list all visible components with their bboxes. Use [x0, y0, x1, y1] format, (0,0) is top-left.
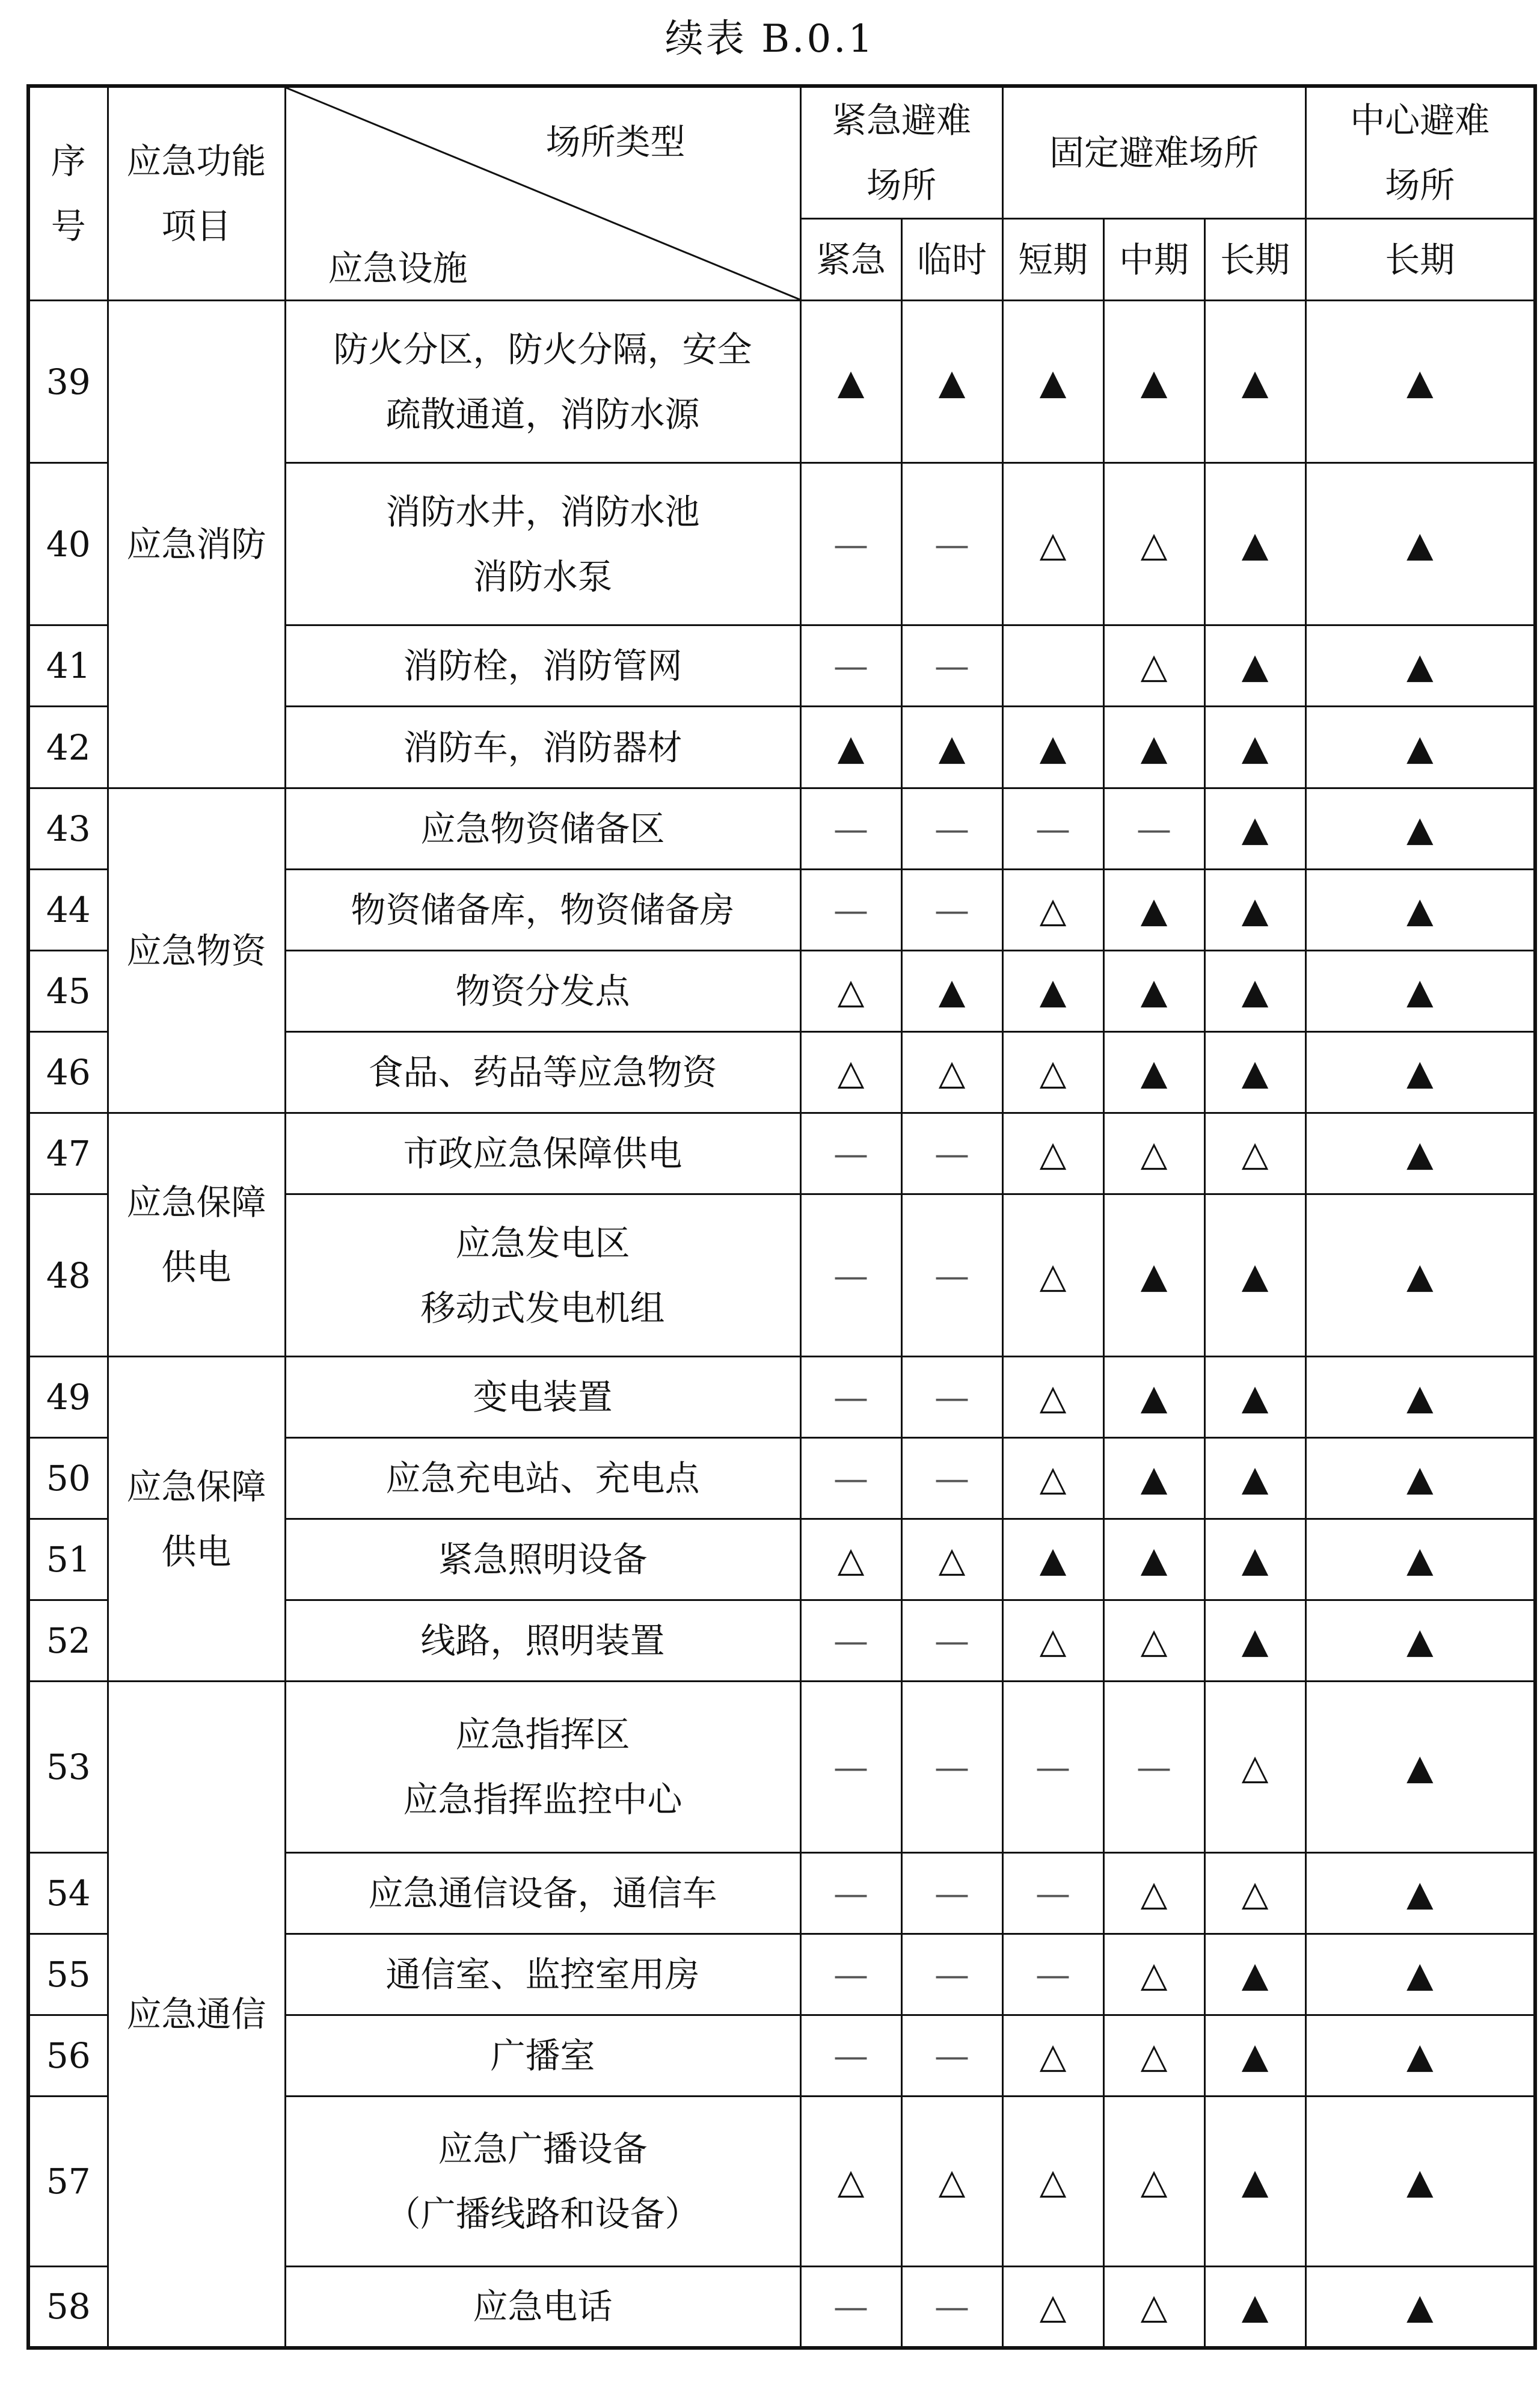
header-no — [28, 86, 108, 301]
header-no-line: 号 — [51, 206, 86, 247]
dash-mark: — — [901, 870, 1002, 951]
filled-triangle-icon: ▲ — [1002, 1519, 1103, 1600]
facility-cell — [285, 2015, 800, 2097]
filled-triangle-icon: ▲ — [1204, 301, 1305, 463]
facility-label: 防火分区，防火分隔，安全 — [333, 328, 752, 370]
filled-triangle-icon: ▲ — [1103, 951, 1204, 1032]
row-number: 54 — [28, 1853, 108, 1934]
filled-triangle-icon: ▲ — [1002, 707, 1103, 788]
facility-cell — [285, 1438, 800, 1519]
dash-mark: — — [901, 1682, 1002, 1853]
row-number: 44 — [28, 870, 108, 951]
header-function-line: 应急功能 — [126, 141, 266, 182]
filled-triangle-icon: ▲ — [1204, 1438, 1305, 1519]
filled-triangle-icon: ▲ — [1204, 2097, 1305, 2267]
facility-cell — [285, 1519, 800, 1600]
filled-triangle-icon: ▲ — [1305, 870, 1535, 951]
header-group-line: 场所 — [867, 165, 937, 206]
filled-triangle-icon: ▲ — [1305, 951, 1535, 1032]
filled-triangle-icon: ▲ — [1204, 1357, 1305, 1438]
facility-label: 应急指挥区 — [455, 1714, 630, 1755]
filled-triangle-icon: ▲ — [1204, 788, 1305, 870]
facility-cell — [285, 1682, 800, 1853]
filled-triangle-icon: ▲ — [1305, 1519, 1535, 1600]
facility-cell — [285, 1357, 800, 1438]
outline-triangle-icon: △ — [1103, 625, 1204, 707]
function-label: 供电 — [161, 1247, 232, 1288]
facility-label: （广播线路和设备） — [385, 2193, 700, 2234]
facility-label: 消防水泵 — [473, 556, 613, 597]
outline-triangle-icon: △ — [1103, 1113, 1204, 1194]
function-label: 应急保障 — [126, 1182, 266, 1223]
outline-triangle-icon: △ — [1103, 463, 1204, 625]
filled-triangle-icon: ▲ — [1204, 625, 1305, 707]
function-cell — [108, 1113, 285, 1357]
filled-triangle-icon: ▲ — [1305, 1853, 1535, 1934]
facility-label: 变电装置 — [473, 1377, 613, 1418]
function-cell — [108, 788, 285, 1113]
dash-mark: — — [800, 2267, 901, 2348]
facility-cell — [285, 463, 800, 625]
outline-triangle-icon: △ — [1002, 1113, 1103, 1194]
filled-triangle-icon: ▲ — [1305, 2097, 1535, 2267]
outline-triangle-icon: △ — [1204, 1853, 1305, 1934]
filled-triangle-icon: ▲ — [1002, 951, 1103, 1032]
header-facility: 应急设施 — [328, 248, 468, 289]
header-function-line: 项目 — [161, 206, 232, 247]
facility-cell — [285, 625, 800, 707]
facility-cell — [285, 2267, 800, 2348]
row-number: 53 — [28, 1682, 108, 1853]
outline-triangle-icon: △ — [1103, 1934, 1204, 2015]
header-sub: 紧急 — [800, 219, 901, 301]
outline-triangle-icon: △ — [1204, 1682, 1305, 1853]
filled-triangle-icon: ▲ — [1103, 1519, 1204, 1600]
filled-triangle-icon: ▲ — [1204, 870, 1305, 951]
facility-cell — [285, 951, 800, 1032]
facility-cell — [285, 1113, 800, 1194]
table-row — [28, 1113, 1535, 1194]
header-group-fixed — [1002, 86, 1305, 219]
filled-triangle-icon: ▲ — [1305, 2267, 1535, 2348]
dash-mark: — — [800, 463, 901, 625]
dash-mark: — — [901, 1113, 1002, 1194]
table-title: 续表 B.0.1 — [664, 17, 876, 61]
filled-triangle-icon: ▲ — [1305, 1682, 1535, 1853]
facility-label: 应急指挥监控中心 — [403, 1779, 683, 1820]
header-sub: 长期 — [1204, 219, 1305, 301]
filled-triangle-icon: ▲ — [1204, 1194, 1305, 1357]
header-venue-type: 场所类型 — [545, 121, 686, 162]
filled-triangle-icon: ▲ — [1103, 1032, 1204, 1113]
dash-mark: — — [800, 1438, 901, 1519]
row-number: 48 — [28, 1194, 108, 1357]
row-number: 56 — [28, 2015, 108, 2097]
filled-triangle-icon: ▲ — [1305, 625, 1535, 707]
facility-label: 消防水井，消防水池 — [385, 491, 700, 532]
filled-triangle-icon: ▲ — [1305, 1934, 1535, 2015]
header-group-line: 紧急避难 — [832, 100, 972, 141]
dash-mark: — — [901, 1600, 1002, 1682]
row-number: 40 — [28, 463, 108, 625]
dash-mark: — — [800, 1934, 901, 2015]
outline-triangle-icon: △ — [1204, 1113, 1305, 1194]
filled-triangle-icon: ▲ — [1204, 463, 1305, 625]
row-number: 52 — [28, 1600, 108, 1682]
filled-triangle-icon: ▲ — [1204, 1032, 1305, 1113]
dash-mark: — — [800, 1853, 901, 1934]
outline-triangle-icon: △ — [800, 951, 901, 1032]
row-number: 41 — [28, 625, 108, 707]
header-function — [108, 86, 285, 301]
table-row — [28, 1357, 1535, 1438]
function-label: 应急保障 — [126, 1466, 266, 1507]
mark-empty — [1002, 625, 1103, 707]
facility-label: 物资储备库，物资储备房 — [351, 889, 735, 930]
row-number: 49 — [28, 1357, 108, 1438]
row-number: 43 — [28, 788, 108, 870]
outline-triangle-icon: △ — [901, 1519, 1002, 1600]
function-cell — [108, 1357, 285, 1682]
row-number: 58 — [28, 2267, 108, 2348]
dash-mark: — — [901, 1853, 1002, 1934]
row-number: 42 — [28, 707, 108, 788]
header-group-line: 固定避难场所 — [1049, 132, 1259, 173]
facility-cell — [285, 707, 800, 788]
header-sub: 长期 — [1305, 219, 1535, 301]
function-label: 应急物资 — [126, 930, 266, 971]
facility-label: 广播室 — [490, 2035, 595, 2076]
facility-cell — [285, 1194, 800, 1357]
facility-label: 疏散通道，消防水源 — [385, 393, 700, 435]
table-row — [28, 788, 1535, 870]
row-number: 45 — [28, 951, 108, 1032]
function-label: 应急消防 — [126, 524, 266, 565]
row-number: 50 — [28, 1438, 108, 1519]
dash-mark: — — [901, 1194, 1002, 1357]
outline-triangle-icon: △ — [800, 1032, 901, 1113]
facility-label: 应急通信设备，通信车 — [368, 1873, 717, 1914]
outline-triangle-icon: △ — [800, 1519, 901, 1600]
dash-mark: — — [901, 2015, 1002, 2097]
facility-label: 消防车，消防器材 — [403, 727, 683, 768]
header-group-central — [1305, 86, 1535, 219]
filled-triangle-icon: ▲ — [1305, 301, 1535, 463]
filled-triangle-icon: ▲ — [1305, 1113, 1535, 1194]
outline-triangle-icon: △ — [1002, 463, 1103, 625]
outline-triangle-icon: △ — [901, 1032, 1002, 1113]
filled-triangle-icon: ▲ — [1002, 301, 1103, 463]
dash-mark: — — [800, 1113, 901, 1194]
table-row — [28, 1682, 1535, 1853]
filled-triangle-icon: ▲ — [1204, 1934, 1305, 2015]
header-group-emergency — [800, 86, 1002, 219]
facility-cell — [285, 301, 800, 463]
header-group-line: 中心避难 — [1350, 100, 1490, 141]
facility-cell — [285, 788, 800, 870]
dash-mark: — — [1002, 1934, 1103, 2015]
facility-label: 通信室、监控室用房 — [385, 1954, 700, 1995]
facility-label: 应急充电站、充电点 — [385, 1458, 700, 1499]
outline-triangle-icon: △ — [1002, 1438, 1103, 1519]
facility-cell — [285, 1032, 800, 1113]
dash-mark: — — [800, 1194, 901, 1357]
filled-triangle-icon: ▲ — [901, 301, 1002, 463]
dash-mark: — — [901, 1357, 1002, 1438]
outline-triangle-icon: △ — [1002, 1357, 1103, 1438]
outline-triangle-icon: △ — [1002, 2015, 1103, 2097]
facility-label: 食品、药品等应急物资 — [368, 1052, 717, 1093]
filled-triangle-icon: ▲ — [1204, 1600, 1305, 1682]
filled-triangle-icon: ▲ — [1305, 1357, 1535, 1438]
facility-cell — [285, 1600, 800, 1682]
filled-triangle-icon: ▲ — [1103, 301, 1204, 463]
dash-mark: — — [800, 1682, 901, 1853]
header-sub: 中期 — [1103, 219, 1204, 301]
dash-mark: — — [901, 788, 1002, 870]
outline-triangle-icon: △ — [1002, 870, 1103, 951]
filled-triangle-icon: ▲ — [1204, 951, 1305, 1032]
filled-triangle-icon: ▲ — [800, 301, 901, 463]
outline-triangle-icon: △ — [1103, 2097, 1204, 2267]
dash-mark: — — [800, 1600, 901, 1682]
dash-mark: — — [800, 870, 901, 951]
dash-mark: — — [901, 1438, 1002, 1519]
table-row — [28, 301, 1535, 463]
dash-mark: — — [800, 2015, 901, 2097]
filled-triangle-icon: ▲ — [1305, 1438, 1535, 1519]
outline-triangle-icon: △ — [800, 2097, 901, 2267]
facility-label: 物资分发点 — [455, 971, 630, 1012]
dash-mark: — — [901, 1934, 1002, 2015]
facility-table — [26, 84, 1537, 2350]
dash-mark: — — [800, 1357, 901, 1438]
filled-triangle-icon: ▲ — [1204, 2267, 1305, 2348]
facility-label: 线路，照明装置 — [420, 1620, 665, 1661]
facility-label: 移动式发电机组 — [420, 1287, 665, 1329]
dash-mark: — — [1103, 1682, 1204, 1853]
filled-triangle-icon: ▲ — [1103, 1438, 1204, 1519]
filled-triangle-icon: ▲ — [1204, 2015, 1305, 2097]
facility-label: 应急广播设备 — [438, 2128, 648, 2169]
outline-triangle-icon: △ — [1002, 1600, 1103, 1682]
function-cell — [108, 301, 285, 788]
facility-cell — [285, 1853, 800, 1934]
header-sub: 临时 — [901, 219, 1002, 301]
header-row-top — [28, 86, 1535, 219]
dash-mark: — — [1002, 1682, 1103, 1853]
outline-triangle-icon: △ — [1002, 1032, 1103, 1113]
filled-triangle-icon: ▲ — [1305, 463, 1535, 625]
dash-mark: — — [1002, 1853, 1103, 1934]
filled-triangle-icon: ▲ — [1103, 1194, 1204, 1357]
outline-triangle-icon: △ — [1002, 2097, 1103, 2267]
outline-triangle-icon: △ — [1103, 1600, 1204, 1682]
row-number: 55 — [28, 1934, 108, 2015]
header-sub: 短期 — [1002, 219, 1103, 301]
dash-mark: — — [901, 463, 1002, 625]
dash-mark: — — [800, 788, 901, 870]
facility-cell — [285, 1934, 800, 2015]
header-diagonal-cell — [285, 86, 800, 301]
filled-triangle-icon: ▲ — [1305, 2015, 1535, 2097]
dash-mark: — — [1002, 788, 1103, 870]
dash-mark: — — [1103, 788, 1204, 870]
facility-label: 紧急照明设备 — [438, 1539, 648, 1580]
dash-mark: — — [901, 2267, 1002, 2348]
facility-cell — [285, 870, 800, 951]
row-number: 47 — [28, 1113, 108, 1194]
header-no-line: 序 — [51, 141, 86, 182]
filled-triangle-icon: ▲ — [1305, 788, 1535, 870]
filled-triangle-icon: ▲ — [1305, 1600, 1535, 1682]
facility-label: 消防栓，消防管网 — [403, 645, 683, 686]
table-body — [28, 301, 1535, 2348]
filled-triangle-icon: ▲ — [1204, 1519, 1305, 1600]
outline-triangle-icon: △ — [901, 2097, 1002, 2267]
filled-triangle-icon: ▲ — [1305, 1032, 1535, 1113]
facility-label: 应急发电区 — [455, 1222, 630, 1264]
outline-triangle-icon: △ — [1002, 2267, 1103, 2348]
outline-triangle-icon: △ — [1103, 2015, 1204, 2097]
facility-label: 应急电话 — [473, 2286, 613, 2327]
row-number: 57 — [28, 2097, 108, 2267]
filled-triangle-icon: ▲ — [800, 707, 901, 788]
facility-label: 应急物资储备区 — [420, 808, 665, 849]
filled-triangle-icon: ▲ — [1103, 707, 1204, 788]
filled-triangle-icon: ▲ — [1305, 1194, 1535, 1357]
filled-triangle-icon: ▲ — [1305, 707, 1535, 788]
filled-triangle-icon: ▲ — [901, 707, 1002, 788]
row-number: 46 — [28, 1032, 108, 1113]
function-label: 应急通信 — [126, 1993, 266, 2035]
header-group-line: 场所 — [1385, 165, 1455, 206]
facility-label: 市政应急保障供电 — [403, 1133, 683, 1174]
filled-triangle-icon: ▲ — [1103, 1357, 1204, 1438]
facility-cell — [285, 2097, 800, 2267]
dash-mark: — — [800, 625, 901, 707]
filled-triangle-icon: ▲ — [901, 951, 1002, 1032]
function-label: 供电 — [161, 1531, 232, 1572]
outline-triangle-icon: △ — [1103, 1853, 1204, 1934]
dash-mark: — — [901, 625, 1002, 707]
filled-triangle-icon: ▲ — [1103, 870, 1204, 951]
outline-triangle-icon: △ — [1103, 2267, 1204, 2348]
row-number: 39 — [28, 301, 108, 463]
row-number: 51 — [28, 1519, 108, 1600]
outline-triangle-icon: △ — [1002, 1194, 1103, 1357]
function-cell — [108, 1682, 285, 2348]
filled-triangle-icon: ▲ — [1204, 707, 1305, 788]
